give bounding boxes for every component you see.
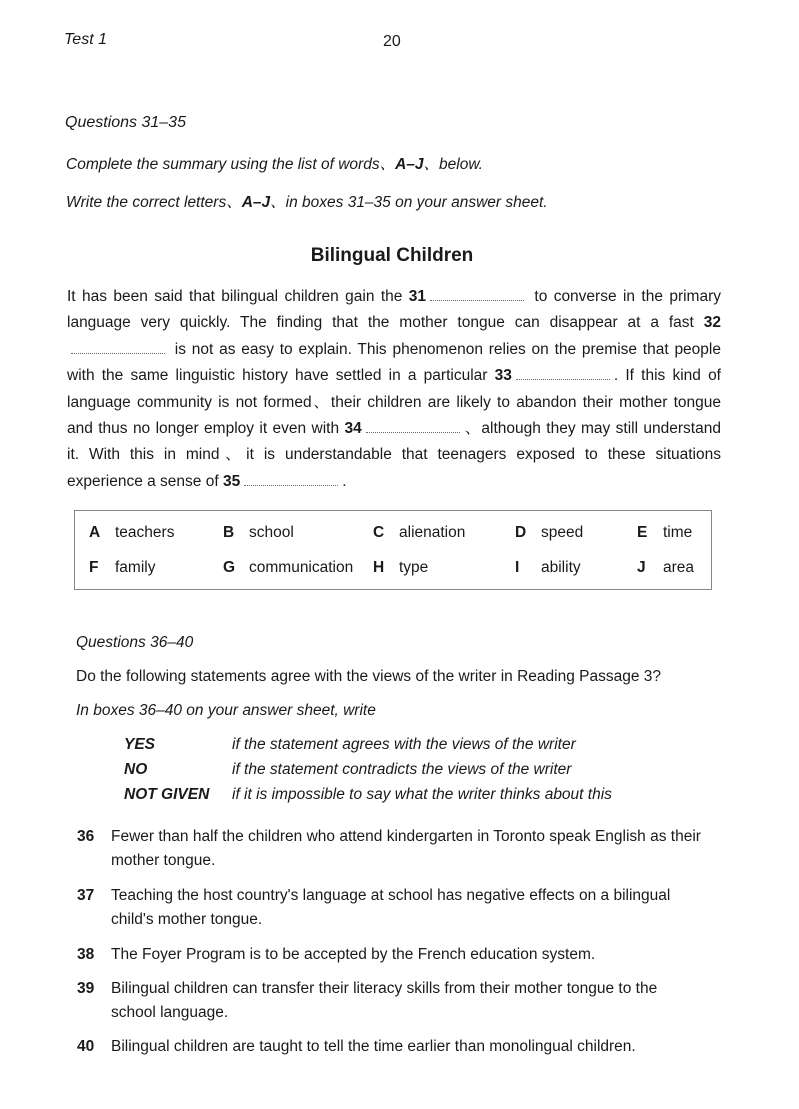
instruction-range: A–J <box>241 194 271 211</box>
statement-text: Teaching the host country's language at school has negative effects on a bilingual child's mother tongue. <box>111 887 671 928</box>
passage-title: Bilingual Children <box>310 245 474 266</box>
option-letter: B <box>223 524 235 541</box>
statement-text: Bilingual children can transfer their literacy skills from their mother tongue to the school language. <box>111 980 658 1021</box>
option-word: alienation <box>399 524 466 541</box>
answer-blank-32[interactable] <box>71 341 165 354</box>
legend-key: NOT GIVEN <box>124 786 210 803</box>
section-heading-36-40: Questions 36–40 <box>76 634 194 651</box>
statement-text: The Foyer Program is to be accepted by the French education system. <box>111 946 596 963</box>
legend-row-not-given <box>124 786 612 804</box>
answer-blank-33[interactable] <box>516 367 610 380</box>
statement-number: 36 <box>77 828 95 845</box>
statement-text: Bilingual children are taught to tell the time earlier than monolingual children. <box>111 1038 636 1055</box>
instruction-agree-views: Do the following statements agree with the views of the writer in Reading Passage 3? <box>76 668 662 685</box>
legend-value: if the statement agrees with the views of the writer <box>232 736 576 753</box>
instruction-text: Write the correct letters、 <box>66 194 242 211</box>
option-letter: F <box>89 559 99 576</box>
statement-number: 38 <box>77 946 95 963</box>
summary-text: is not as easy to explain. This phenomenon relies on the premise that people with the same linguistic history have settled in a particular <box>67 340 721 385</box>
summary-text: . <box>342 472 347 490</box>
option-word: communication <box>249 559 354 576</box>
option-letter: I <box>515 559 520 576</box>
option-word: type <box>399 559 429 576</box>
word-list-box <box>74 510 712 590</box>
page-number: 20 <box>383 33 401 50</box>
option-word: family <box>115 559 156 576</box>
instruction-complete-summary <box>66 152 483 174</box>
option-letter: D <box>515 524 527 541</box>
legend-key: YES <box>124 736 156 753</box>
option-letter: C <box>373 524 385 541</box>
word-option <box>637 559 694 577</box>
legend-row-yes <box>124 736 576 754</box>
word-option <box>223 524 294 542</box>
answer-blank-34[interactable] <box>366 420 460 433</box>
statement-item <box>77 943 705 967</box>
gap-number-31: 31 <box>408 288 427 305</box>
instruction-text: 、in boxes 31–35 on your answer sheet. <box>270 194 548 211</box>
statement-number: 39 <box>77 980 95 997</box>
instruction-text: 、below. <box>423 156 483 173</box>
instruction-write-letters <box>66 190 548 212</box>
word-option <box>637 524 692 542</box>
option-letter: G <box>223 559 236 576</box>
section-heading-31-35: Questions 31–35 <box>65 114 186 131</box>
word-option <box>373 524 465 542</box>
option-word: teachers <box>115 524 175 541</box>
instruction-range: A–J <box>395 156 424 173</box>
gap-number-32: 32 <box>703 314 721 332</box>
statement-item <box>77 825 705 873</box>
option-letter: E <box>637 524 648 541</box>
answer-blank-35[interactable] <box>244 473 338 486</box>
word-option <box>515 524 583 542</box>
statement-number: 37 <box>77 887 95 904</box>
option-letter: H <box>373 559 385 576</box>
option-letter: A <box>89 524 101 541</box>
word-option <box>515 559 581 577</box>
word-option <box>89 524 174 542</box>
option-word: ability <box>541 559 581 576</box>
statement-text: Fewer than half the children who attend kindergarten in Toronto speak English as their mother tongue. <box>111 828 701 869</box>
word-option <box>89 559 155 577</box>
option-word: school <box>249 524 294 541</box>
legend-value: if it is impossible to say what the writer thinks about this <box>232 786 612 803</box>
answer-blank-31[interactable] <box>430 288 524 301</box>
word-option <box>223 559 353 577</box>
gap-number-35: 35 <box>222 472 241 490</box>
legend-row-no <box>124 761 571 779</box>
gap-number-33: 33 <box>494 367 512 385</box>
option-letter: J <box>637 559 646 576</box>
summary-text: to converse in the primary language very quickly. The finding that the mother tongue can disappear at a fast <box>67 288 721 332</box>
summary-paragraph <box>67 284 721 495</box>
summary-text: 、although they may still understand it. With this in mind、it is understandable that teenagers exposed to these situations experience a sense of <box>67 420 721 490</box>
statement-number: 40 <box>77 1038 95 1055</box>
gap-number-34: 34 <box>344 420 362 438</box>
summary-text: It has been said that bilingual children gain the <box>67 288 403 305</box>
statement-item <box>77 1035 705 1059</box>
statement-item <box>77 884 705 932</box>
test-label: Test 1 <box>64 31 107 48</box>
instruction-write: In boxes 36–40 on your answer sheet, write <box>76 702 376 719</box>
option-word: speed <box>541 524 584 541</box>
legend-key: NO <box>124 761 148 778</box>
option-word: time <box>663 524 693 541</box>
instruction-text: Complete the summary using the list of words、 <box>66 156 396 173</box>
option-word: area <box>663 559 695 576</box>
legend-value: if the statement contradicts the views of the writer <box>232 761 572 778</box>
summary-text: . If this kind of language community is not formed、their children are likely to abandon their mother tongue and thus no longer employ it even with <box>67 367 721 438</box>
statement-item <box>77 977 705 1025</box>
word-option <box>373 559 428 577</box>
